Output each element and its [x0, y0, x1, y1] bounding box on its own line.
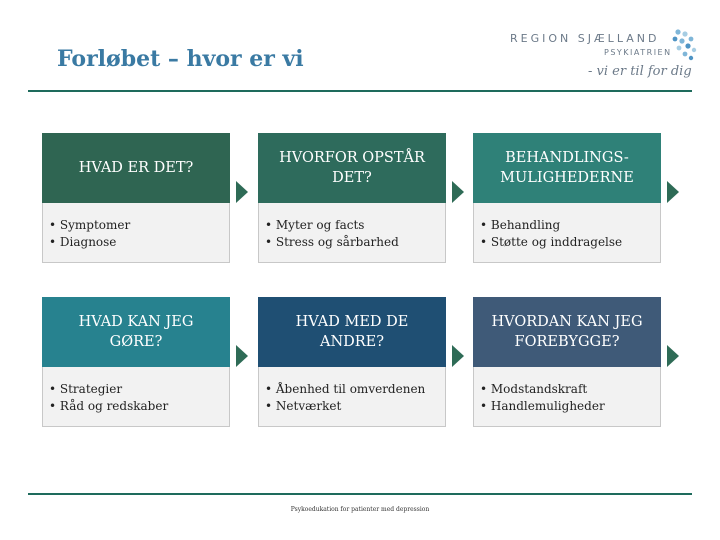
bottom-divider — [28, 493, 692, 495]
footer-text: Psykoedukation for patienter med depression — [290, 506, 430, 513]
card-item: • Handlemuligheder — [480, 399, 605, 413]
arrow-right-icon — [236, 345, 248, 367]
card-body — [473, 367, 661, 427]
card-body — [258, 203, 446, 263]
card-heading: HVAD KAN JEG GØRE? — [42, 297, 230, 367]
arrow-right-icon — [452, 345, 464, 367]
arrow-right-icon — [452, 181, 464, 203]
card-heading: HVORDAN KAN JEG FOREBYGGE? — [473, 297, 661, 367]
card-item: • Stress og sårbarhed — [265, 235, 399, 249]
card-body — [42, 367, 230, 427]
card-item: • Behandling — [480, 218, 561, 232]
card-body — [473, 203, 661, 263]
logo-main-text: REGION SJÆLLAND — [510, 32, 660, 45]
card-item: • Modstandskraft — [480, 382, 588, 396]
card-item: • Strategier — [49, 382, 123, 396]
logo-tagline: - vi er til for dig — [588, 64, 692, 79]
card-item: • Symptomer — [49, 218, 131, 232]
card-heading: HVAD MED DE ANDRE? — [258, 297, 446, 367]
card-item: • Støtte og inddragelse — [480, 235, 623, 249]
card-heading: HVORFOR OPSTÅR DET? — [258, 133, 446, 203]
arrow-right-icon — [667, 345, 679, 367]
arrow-right-icon — [667, 181, 679, 203]
card-item: • Myter og facts — [265, 218, 365, 232]
card-hvad-kan-jeg-goere — [42, 297, 230, 427]
card-hvorfor-opstaar — [258, 133, 446, 263]
card-body — [42, 203, 230, 263]
region-logo — [508, 28, 698, 88]
logo-sub-text: PSYKIATRIEN — [604, 48, 672, 57]
card-item: • Diagnose — [49, 235, 117, 249]
card-behandlingsmuligheder — [473, 133, 661, 263]
page-title: Forløbet – hvor er vi — [57, 46, 304, 72]
card-item: • Netværket — [265, 399, 342, 413]
card-item: • Åbenhed til omverdenen — [265, 382, 426, 396]
logo-dots-icon — [670, 28, 698, 64]
arrow-right-icon — [236, 181, 248, 203]
card-body — [258, 367, 446, 427]
card-item: • Råd og redskaber — [49, 399, 169, 413]
card-hvordan-kan-jeg-forebygge — [473, 297, 661, 427]
card-hvad-med-de-andre — [258, 297, 446, 427]
card-heading: HVAD ER DET? — [42, 133, 230, 203]
card-heading: BEHANDLINGS-MULIGHEDERNE — [473, 133, 661, 203]
card-hvad-er-det — [42, 133, 230, 263]
top-divider — [28, 90, 692, 92]
